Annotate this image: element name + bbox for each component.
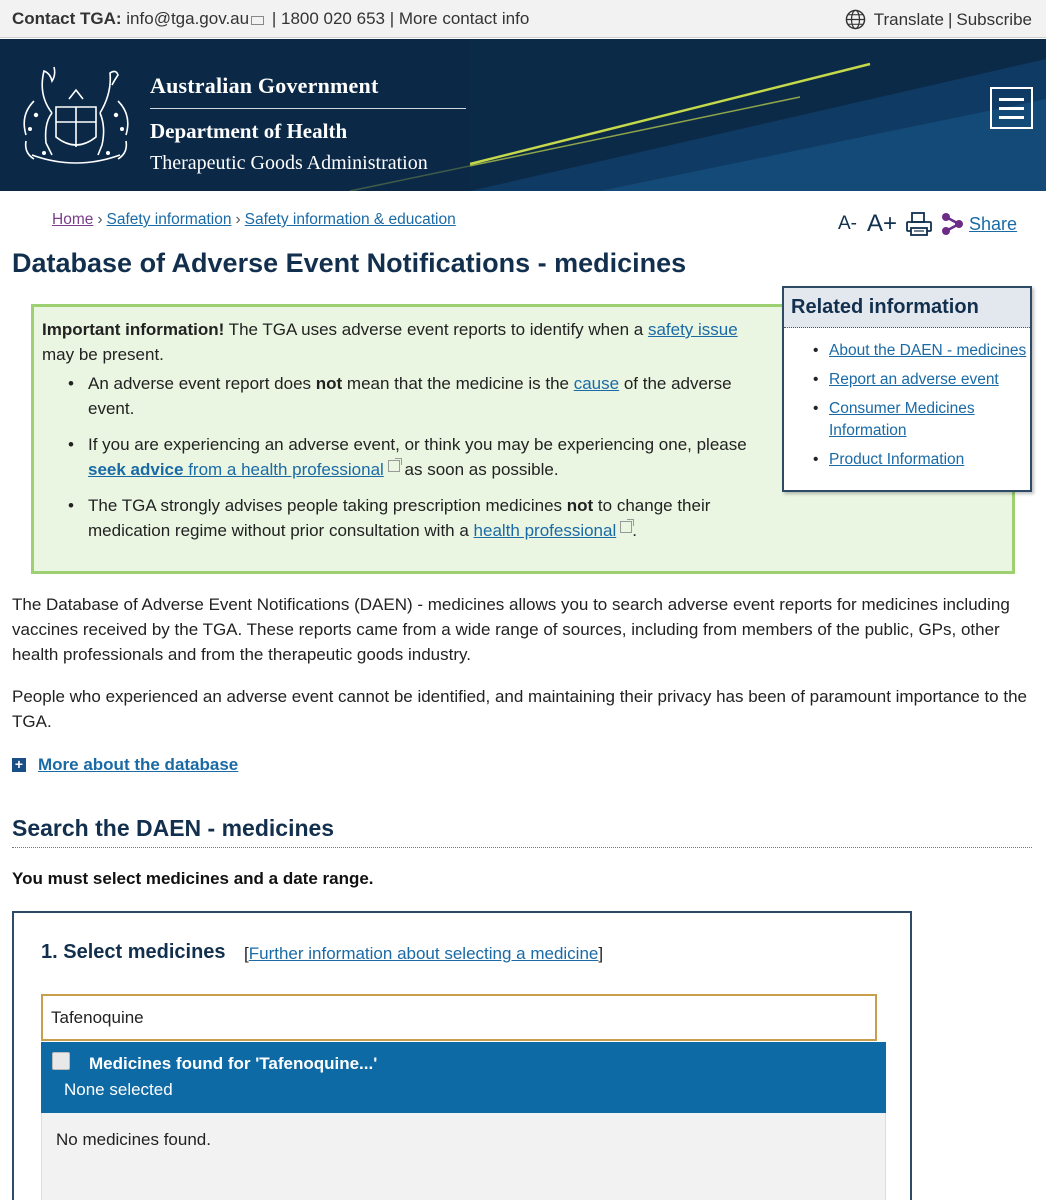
results-list: [41, 1113, 886, 1200]
no-results-message: No medicines found.: [56, 1130, 211, 1149]
email-link[interactable]: info@tga.gov.au: [126, 9, 250, 28]
breadcrumb-separator: ›: [235, 211, 241, 228]
page-title: Database of Adverse Event Notifications - medicines: [12, 248, 687, 278]
breadcrumb: [52, 211, 456, 229]
bullet-text: If you are experiencing an adverse event, or think you may be experiencing one, please: [88, 435, 747, 454]
department-title: Department of Health: [150, 119, 348, 143]
related-information-panel: [782, 286, 1032, 492]
contact-label: Contact TGA:: [12, 9, 122, 28]
separator: |: [947, 9, 953, 29]
breadcrumb-education-link[interactable]: Safety information & education: [244, 211, 456, 228]
external-link-icon: [620, 521, 632, 533]
globe-icon: [845, 9, 866, 30]
results-heading: Medicines found for 'Tafenoquine...': [89, 1054, 378, 1073]
bullet-text: as soon as possible.: [404, 460, 559, 479]
agency-title: Therapeutic Goods Administration: [150, 152, 428, 174]
list-item: [42, 432, 782, 482]
more-about-database-toggle[interactable]: [12, 755, 238, 775]
bullet-text: The TGA strongly advises people taking prescription medicines: [88, 496, 567, 515]
results-header: [41, 1042, 886, 1113]
subscribe-link[interactable]: Subscribe: [956, 9, 1032, 29]
further-information-link[interactable]: Further information about selecting a medicine: [248, 944, 599, 963]
bullet-text: An adverse event report does: [88, 374, 316, 393]
more-about-database-link[interactable]: More about the database: [38, 755, 239, 774]
bullet-text: of the adverse event.: [88, 374, 732, 418]
safety-issue-link[interactable]: safety issue: [647, 320, 738, 339]
breadcrumb-separator: ›: [97, 211, 103, 228]
breadcrumb-home-link[interactable]: Home: [52, 211, 94, 228]
bracket: [: [244, 944, 249, 963]
contact-info: [12, 9, 529, 29]
bullet-emphasis: not: [315, 374, 343, 393]
step-title: 1. Select medicines: [41, 941, 226, 963]
further-info: [244, 944, 603, 964]
external-link-icon: [388, 460, 400, 472]
seek-advice-link[interactable]: [88, 460, 384, 479]
link-emphasis: seek advice: [88, 460, 184, 479]
separator: |: [271, 9, 277, 28]
list-item: [42, 493, 782, 543]
list-item: [784, 449, 1032, 471]
menu-icon-bar: [999, 107, 1024, 110]
related-information-title: Related information: [784, 288, 1030, 328]
bracket: ]: [598, 944, 604, 963]
search-instruction: You must select medicines and a date range.: [12, 869, 374, 888]
utility-links: [845, 9, 1032, 30]
bullet-text: mean that the medicine is the: [342, 374, 574, 393]
coat-of-arms-logo: [14, 55, 138, 173]
share-icon[interactable]: [941, 211, 965, 237]
related-link-product-info[interactable]: Product Information: [829, 451, 965, 468]
decrease-text-size-button[interactable]: A-: [838, 213, 857, 234]
hamburger-menu-button[interactable]: [990, 87, 1033, 129]
plus-icon: +: [12, 758, 26, 772]
cause-link[interactable]: cause: [573, 374, 620, 393]
bullet-text: .: [632, 521, 637, 540]
government-branding: [150, 73, 466, 175]
site-header: [0, 39, 1046, 191]
menu-icon-bar: [999, 98, 1024, 101]
health-professional-link[interactable]: health professional: [473, 521, 617, 540]
branding-divider: [150, 108, 466, 109]
translate-link[interactable]: Translate: [873, 9, 944, 29]
privacy-paragraph: People who experienced an adverse event cannot be identified, and maintaining their privacy has been of paramount importance to the TGA.: [12, 687, 1027, 731]
related-link-about-daen[interactable]: About the DAEN - medicines: [829, 342, 1027, 359]
medicine-search-input[interactable]: [41, 994, 877, 1041]
phone-link[interactable]: 1800 020 653: [280, 9, 385, 28]
print-icon[interactable]: [905, 211, 933, 237]
page-tools: [838, 210, 1017, 238]
select-all-checkbox[interactable]: [52, 1052, 70, 1070]
section-divider: [12, 847, 1032, 848]
selection-status: None selected: [64, 1080, 173, 1099]
menu-icon-bar: [999, 116, 1024, 119]
related-link-report-event[interactable]: Report an adverse event: [829, 371, 999, 388]
utility-bar: [0, 0, 1046, 38]
important-text: may be present.: [42, 345, 164, 364]
important-lead: [42, 317, 742, 367]
breadcrumb-safety-link[interactable]: Safety information: [106, 211, 232, 228]
related-links: [784, 328, 1030, 471]
related-link-cmi[interactable]: Consumer Medicines Information: [829, 400, 975, 439]
separator: |: [389, 9, 395, 28]
list-item: [42, 371, 782, 421]
list-item: [784, 369, 1032, 391]
important-text: The TGA uses adverse event reports to identify when a: [224, 320, 648, 339]
list-item: [784, 398, 999, 442]
list-item: [784, 340, 1032, 362]
australian-government-title: Australian Government: [150, 73, 379, 98]
bullet-emphasis: not: [566, 496, 594, 515]
link-text: from a health professional: [183, 460, 384, 479]
mail-icon: [251, 16, 264, 25]
important-label: Important information!: [42, 320, 225, 339]
bullet-text: to change their medication regime without prior consultation with a: [88, 496, 711, 540]
more-contact-link[interactable]: More contact info: [398, 9, 530, 28]
share-link[interactable]: Share: [969, 213, 1018, 234]
select-medicines-panel: [12, 911, 912, 1200]
search-section-title: Search the DAEN - medicines: [12, 815, 335, 841]
increase-text-size-button[interactable]: A+: [867, 210, 898, 237]
intro-paragraph: The Database of Adverse Event Notifications (DAEN) - medicines allows you to search adverse event reports for medicines including vaccines received by the TGA. These reports came from a wide range of sources, including from members of the public, GPs, other health professionals and from the therapeutic goods industry.: [12, 595, 1010, 664]
